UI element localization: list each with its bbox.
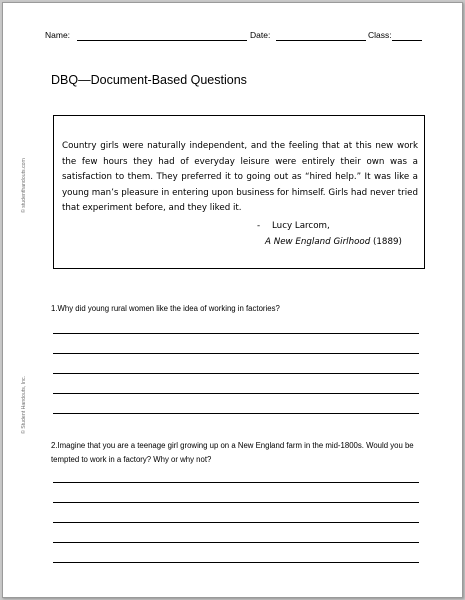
answer-line[interactable]: [53, 502, 419, 503]
worksheet-page: [2, 2, 463, 598]
answer-line[interactable]: [53, 562, 419, 563]
attribution-dash: -: [257, 221, 261, 231]
side-watermark-top: © studenthandouts.com: [21, 158, 27, 213]
answer-line[interactable]: [53, 413, 419, 414]
answer-line[interactable]: [53, 373, 419, 374]
document-box: [53, 115, 425, 269]
answer-line[interactable]: [53, 333, 419, 334]
answer-line[interactable]: [53, 393, 419, 394]
date-line: [276, 40, 366, 41]
answer-line[interactable]: [53, 542, 419, 543]
attribution-author: Lucy Larcom,: [272, 221, 330, 231]
name-label: Name:: [45, 30, 71, 40]
date-label: Date:: [250, 30, 271, 40]
document-quote: Country girls were naturally independent, and the feeling that at this new work the few hours they had of everyday leisure were entirely their own was a satisfaction to them. They preferred it to going out as “hired help.” It was like a young man’s pleasure in entering upon business for himself. Girls had never tried that experiment before, and they liked it.: [62, 141, 418, 214]
answer-line[interactable]: [53, 522, 419, 523]
side-watermark-bottom: © Student Handouts, Inc.: [21, 375, 27, 434]
attribution-work: [265, 235, 402, 251]
question-1: 1.Why did young rural women like the idea of working in factories?: [51, 304, 280, 313]
attribution-work-title: A New England Girlhood: [265, 236, 371, 247]
class-label: Class:: [368, 30, 392, 40]
answer-line[interactable]: [53, 482, 419, 483]
answer-line[interactable]: [53, 353, 419, 354]
question-2: 2.Imagine that you are a teenage girl growing up on a New England farm in the mid-1800s. Would you be tempted to work in a factory? Why or why not?: [51, 441, 414, 464]
name-line: [77, 40, 247, 41]
class-line: [392, 40, 422, 41]
worksheet-title: DBQ—Document-Based Questions: [51, 73, 247, 87]
attribution-work-year: (1889): [373, 236, 402, 247]
